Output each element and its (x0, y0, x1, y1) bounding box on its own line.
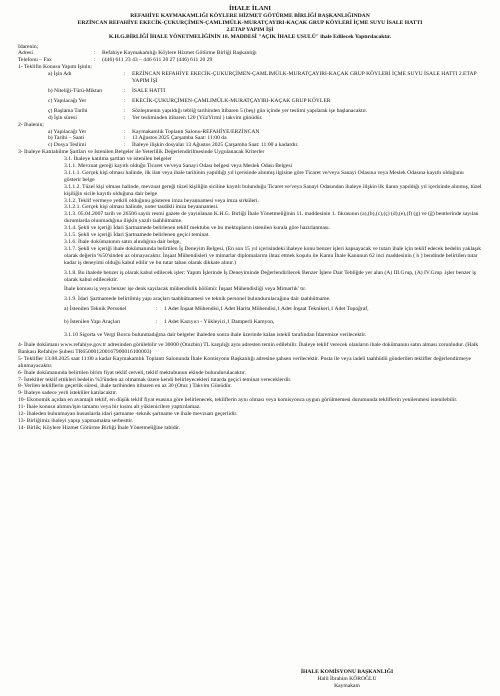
clause-14: 14- Birlik; Köylere Hizmet Götürme Birliği İhale Yönetmeliğine tabidir. (18, 424, 181, 431)
section1-c-value: EKECİK-ÇUKURÇİMEN-ÇAMLIMÜLK-MURATÇAYIRI-KAÇAK GRUP KÖYLER (132, 97, 331, 104)
clause-6: 6- İhale dokümanında belirtilen birim fiyat teklif cetveli, teklif mektubunun ekinde bulundurulacaktır. (18, 369, 246, 376)
clause-8: 8- Verilen tekliflerin geçerlik süresi, ihale tarihinden itibaren en az 30 (Otuz ) Takvim Günüdür. (18, 383, 232, 390)
section3-p6: 3.1.2.1. Gerçek kişi olması halinde, noter tasdikli imza beyannamesi. (64, 204, 219, 211)
clause-5: 5- Teklifler 13.08.2025 saat 11:00 a kadar Kaymakamlık Toplantı Salonunda İhale Komisyonu Başkanlığı adresine şahsen verilecektir. Posta ile veya iadeli taahhütlü gönderilen teklifler değerlendirmeye alınmayacaktır. (18, 355, 472, 369)
clause-7: 7- İstekliler teklif ettikleri bedelin %3'ünden az olmamak üzere kendi belirleyecekleri tutarda geçici teminat vereceklerdir. (18, 376, 292, 383)
technical-personnel-value: 1 Adet İnşaat Mühendisi,1 Adet Harita Mühendisi,1 Adet İnşaat Teknikeri,1 Adet Topoğraf, (164, 306, 369, 313)
signature-org: İHALE KOMİSYONU BAŞKANLIĞI (300, 669, 394, 676)
section1-a-value: ERZİNCAN REFAHİYE EKECİK-ÇUKURÇİMEN-ÇAMLIMÜLK-MURATÇAYIRI-KAÇAK GRUP KÖYLERİ İÇME SUYU İSALE HATTI 2.ETAP YAPIM İŞİ (132, 71, 477, 85)
section2-b-row: b) Tarihi – Saati : 13 Ağustos 2025 Çarşamba Saat: 11:00 da (18, 135, 482, 142)
clause-10: 10- Ekonomik açıdan en avantajlı teklif, en düşük teklif fiyat esasına göre belirlenecek, tekliflerin aynı olması veya komisyonca uygun görülmemesi durumunda tekliflerin yenilenmesi istenilebilir. (18, 397, 458, 404)
equipment-label: b) İstenilen Yapı Araçları (64, 319, 121, 326)
equipment-value: 1 Adet Kazıyıcı - Yükleyici,1 Damperli Kamyon, (164, 319, 275, 326)
section1-d-label: ç) Başlama Tarihi (48, 107, 88, 114)
section1-a-row: a) İşin Adı : ERZİNCAN REFAHİYE EKECİK-ÇUKURÇİMEN-ÇAMLIMÜLK-MURATÇAYIRI-KAÇAK GRUP KÖYLERİ İÇME SUYU İSALE HATTI 2.ETAP YAPIM İŞİ (18, 71, 482, 85)
admin-phone-label: Telefonu – Fax (18, 57, 52, 64)
technical-personnel-row: a) İstenilen Teknik Personel : 1 Adet İnşaat Mühendisi,1 Adet Harita Mühendisi,1 Adet İnşaat Teknikeri,1 Adet Topoğraf, (18, 306, 482, 313)
signature-name: Halil İbrahim KÖROĞLU (317, 676, 377, 683)
section1-d-row: ç) Başlama Tarihi : Sözleşmenin yapıldığı tebliğ tarihinden itibaren 5 (beş) gün içinde yer teslimi yapılarak işe başlanacaktır. (18, 108, 482, 115)
clause-12: 12- İhaleden bulunmayan hususlarda idari şartname -teknik şartname ve ihale mevzuatı geçerlidir. (18, 411, 238, 418)
admin-address-label: Adresi (18, 50, 33, 57)
section2-c-label: c) Dosya Teslimi (48, 142, 87, 149)
section1-title: 1- Teklifin Konusu Yapım İşinin; (18, 64, 92, 71)
admin-phone-value: (446) 611 23 43 – 446 611 20 27 (446) 611 20 29 (102, 57, 213, 64)
section3-title: 3- İhaleye Katılabilme Şartları ve İstenilen Belgeler ile Yeterlilik Değerlendirilmesinde Uygulanacak Kriterler (18, 149, 265, 156)
document-title: İHALE İLANI (229, 5, 271, 12)
section1-e-label: d) İşin süresi (48, 114, 77, 121)
section1-a-label: a) İşin Adı (48, 71, 72, 78)
section1-d-value: Sözleşmenin yapıldığı tebliğ tarihinden itibaren 5 (beş) gün içinde yer teslimi yapılarak işe başlanacaktır. (132, 107, 368, 114)
section3-p4: 3.1.1.2. Tüzel kişi olması halinde, mevzuat gereği tüzel kişiliğin siciline kayıtlı bulunduğu Ticaret ve/veya Sanayi Odasından ihaleye ilişkin ilk ilanın yapıldığı yıl içerisinde alınmış, tüzel kişiliğin sicile kayıtlı olduğuna dair belge (64, 183, 482, 197)
signature-block (272, 669, 422, 690)
section3-p11: 3.1.7. Şekli ve içeriği ihale dokümanında belirtilen İş Deneyim Belgesi, (En son 15 yıl içerisindeki ihaleye konu benzer işleri kapsayacak ve tutarı ihale için teklif edecek bedelin yaklaşık olarak değerin %50'sinden az olmayacaktır. İnşaat Mühendisleri ve mimarlar diplomalarını ihtaz etmek koşulu ile Kamu İhale Kanunun 62 inci maddesinin ( h ) bendinde belirtilen tutar kadar iş deneyimi olduğu kabul edilir ve bu tutar taban olarak dikkate alınır.) (64, 245, 482, 266)
technical-personnel-label: a) İstenilen Teknik Personel (64, 306, 127, 313)
section3-p2: 3.1.1. Mevzuat gereği kayıtlı olduğu Ticaret ve/veya Sanayi Odası belgesi veya Meslek Odası Belgesi (64, 163, 293, 170)
section2-b-value: 13 Ağustos 2025 Çarşamba Saat: 11:00 da (132, 135, 227, 142)
section3-p7: 3.1.3. 05.04.2007 tarih ve 26506 sayılı resmi gazete de yayınlanan K.H.G. Birliği İhale Yönetmeliğinin 11. maddesinin 1. fıkrasının (a),(b),(c),(ç) (d),(e),(f) (g) ve (ğ) bentlerinde sayılan durumlarda olunmadığına ilişkin yazılı taahhütname. (64, 211, 479, 225)
section2-a-label: a) Yapılacağı Yer (48, 128, 87, 135)
clause-4: 4- İhale dokümanı www.refahiye.gov.tr adresinden görülebilir ve 30000 (Otuzbin) TL karşılığı aynı adresten temin edilebilir. İhaleye teklif verecek olanların ihale dokümanını satın alması zorunludur. (Halk Bankası Refahiye Şubesi TR650001200167900016100003) (18, 341, 479, 355)
section3-p15: 3.1.10 Sigorta ve Vergi Borcu bulunmadığına dair belgeler ihaleden sonra ihale üzerinde kalan istekli tarafından İdaremize verilecektir. (64, 332, 367, 339)
admin-title: İdarenin; (18, 43, 39, 50)
clause-11: 11- İhale konusu alımın/işin tamamı veya bir kısmı alt yüklenicilere yaptırılamaz. (18, 404, 201, 411)
section3-p12: 3.1.8. Bu ihalede benzer iş olarak kabul edilecek işler: Yapım İşlerinde İş Deneyiminde Değerlendirilecek Benzer İşlere Dair Tebliğde yer alan (A) III.Grup, (A) IV.Grup .işler benzer iş olarak kabul edilecektir. (64, 269, 476, 283)
clause-9: 9- İhaleye sadece yerli istekliler katılacaktır. (18, 390, 118, 397)
section1-b-row: b) Niteliği-Türü-Miktarı : İSALE HATTI (18, 88, 482, 95)
section3-p5: 3.1.2. Teklif vermeye yetkili olduğunu gösteren imza beyannamesi veya imza sirküleri. (64, 197, 259, 204)
admin-phone-row: Telefonu – Fax : (446) 611 23 43 – 446 611 20 27 (446) 611 20 29 (18, 57, 482, 64)
header-line-1: REFAHİYE KAYMAKAMLIĞI KÖYLERE HİZMET GÖTÜRME BİRLİĞİ BAŞKANLIĞINDAN (130, 12, 370, 19)
section3-p13: İhale konusu iş veya benzer işe denk sayılacak mühendislik bölümü: İnşaat Mühendisliği veya Mimarlık' tır. (64, 286, 307, 293)
section2-title: 2- İhalenin; (18, 121, 44, 128)
section2-b-label: b) Tarihi – Saati (48, 135, 85, 142)
header-line-2: ERZİNCAN REFAHİYE EKECİK-ÇUKURÇİMEN-ÇAMLIMÜLK-MURATÇAYIRI-KAÇAK GRUP KÖYLERİ İÇME SUYU İSALE HATTI (77, 19, 423, 26)
section1-b-value: İSALE HATTI (132, 87, 166, 94)
section1-e-value: Yer tesliminden itibaren 120 (YüzYirmi ) takvim günüdür. (132, 114, 263, 121)
section1-e-row: d) İşin süresi : Yer tesliminden itibaren 120 (YüzYirmi ) takvim günüdür. (18, 115, 482, 122)
section2-a-value: Kaymakamlık Toplantı Salonu-REFAHİYE/ERZİNCAN (132, 128, 260, 135)
section1-c-row: c) Yapılacağı Yer : EKECİK-ÇUKURÇİMEN-ÇAMLIMÜLK-MURATÇAYIRI-KAÇAK GRUP KÖYLER (18, 98, 482, 105)
section3-p10: 3.1.6. İhale dokümanının satın alındığına dair belge, (64, 239, 181, 245)
section1-c-label: c) Yapılacağı Yer (48, 97, 87, 104)
header-line-3: 2.ETAP YAPIM İŞİ (226, 26, 274, 33)
section3-p1: 3.1. İhaleye katılma şartları ve istenilen belgeler (64, 156, 172, 163)
clause-13: 13- Birliğimiz ihaleyi yapıp yapmamakta serbesttir. (18, 417, 134, 424)
section1-b-label: b) Niteliği-Türü-Miktarı (48, 87, 103, 94)
section3-p14: 3.1.9. İdari Şartnamede belirtilmiş yapı araçları taahhütnamesi ve teknik personel bulundurulacağına dair taahhütname. (64, 296, 331, 303)
section3-p8: 3.1.4. Şekli ve içeriği İdari Şartnamede belirlenen teklif mektubu ve bu mektupların istenilen kurala göre hazırlanması. (64, 225, 331, 232)
section2-c-value: İhaleye ilişkin dosyalar 13 Ağustos 2025 Çarşamba Saat: 11:00 a kadardır. (132, 142, 299, 149)
equipment-row: b) İstenilen Yapı Araçları : 1 Adet Kazıyıcı - Yükleyici,1 Damperli Kamyon, (18, 319, 482, 326)
section2-a-row: a) Yapılacağı Yer : Kaymakamlık Toplantı Salonu-REFAHİYE/ERZİNCAN (18, 129, 482, 136)
section2-c-row: c) Dosya Teslimi : İhaleye ilişkin dosyalar 13 Ağustos 2025 Çarşamba Saat: 11:00 a kadardır. (18, 142, 482, 149)
signature-title: Kaymakam (334, 683, 360, 690)
section3-p3: 3.1.1.1. Gerçek kişi olması halinde, ilk ilan veya ihale tarihinin yapıldığı yıl içerisinde alınmış ilgisine göre Ticaret ve/veya Sanayi Odasına veya Meslek Odasına kayıtlı olduğunu gösterir belge (64, 169, 464, 183)
section3-p9: 3.1.5. Şekli ve içeriği İdari Şartnamede belirlenen geçici teminat. (64, 232, 210, 239)
header-line-4: K.H.G.BİRLİĞİ İHALE YÖNETMELİĞİNİN 18. MADDESİ "AÇIK İHALE USULÜ" ihale Edilecek Yaptırılacaktır. (108, 33, 392, 40)
admin-address-row: Adresi : Refahiye Kaymakamlığı Köylere Hizmet Götürme Birliği Başkanlığı (18, 50, 482, 57)
admin-address-value: Refahiye Kaymakamlığı Köylere Hizmet Götürme Birliği Başkanlığı (102, 50, 257, 57)
